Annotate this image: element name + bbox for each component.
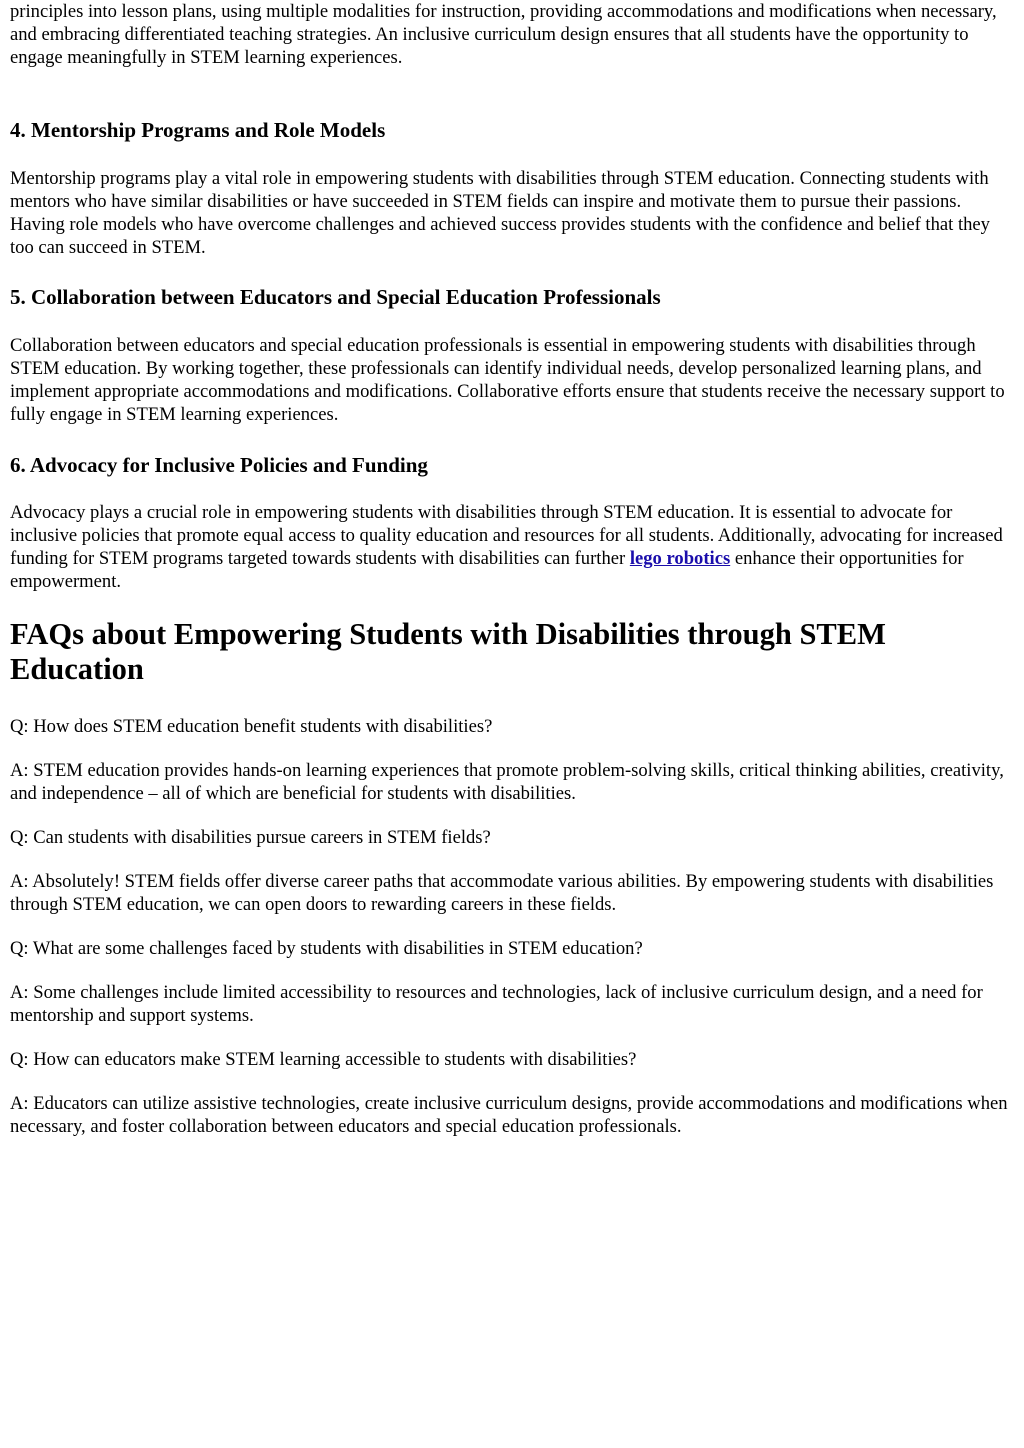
section-body-advocacy (10, 501, 1014, 593)
section-body-collaboration: Collaboration between educators and special education professionals is essential in empowering students with disabilities through STEM education. By working together, these professionals can identify individual needs, develop personalized learning plans, and implement appropriate accommodations and modifications. Collaborative efforts ensure that students receive the necessary support to fully engage in STEM learning experiences. (10, 335, 1005, 425)
advocacy-text-after-link: enhance their opportunities for empowerment. (10, 548, 964, 592)
section-heading-collaboration: 5. Collaboration between Educators and Special Education Professionals (10, 285, 661, 309)
faq-answer: A: STEM education provides hands-on learning experiences that promote problem-solving skills, critical thinking abilities, creativity, and independence – all of which are beneficial for students with disabilities. (10, 760, 1004, 804)
faq-answer: A: Educators can utilize assistive technologies, create inclusive curriculum designs, provide accommodations and modifications when necessary, and foster collaboration between educators and special education professionals. (10, 1093, 1008, 1137)
advocacy-text-before-link: Advocacy plays a crucial role in empowering students with disabilities through STEM education. It is essential to advocate for inclusive policies that promote equal access to quality education and resources for all students. Additionally, advocating for increased funding for STEM programs targeted towards students with disabilities can further (10, 502, 1003, 569)
faq-answer: A: Some challenges include limited accessibility to resources and technologies, lack of inclusive curriculum design, and a need for mentorship and support systems. (10, 982, 983, 1026)
section-heading-mentorship: 4. Mentorship Programs and Role Models (10, 118, 386, 142)
faq-answer: A: Absolutely! STEM fields offer diverse career paths that accommodate various abilities. By empowering students with disabilities through STEM education, we can open doors to rewarding careers in these fields. (10, 871, 994, 915)
faq-title: FAQs about Empowering Students with Disabilities through STEM Education (10, 617, 886, 686)
faq-question: Q: How does STEM education benefit students with disabilities? (10, 716, 493, 737)
faq-question: Q: Can students with disabilities pursue careers in STEM fields? (10, 827, 491, 848)
faq-question: Q: How can educators make STEM learning accessible to students with disabilities? (10, 1049, 637, 1070)
lego-robotics-link[interactable]: lego robotics (629, 548, 731, 569)
section-heading-advocacy: 6. Advocacy for Inclusive Policies and Funding (10, 453, 428, 477)
faq-question: Q: What are some challenges faced by students with disabilities in STEM education? (10, 938, 643, 959)
section-body-mentorship: Mentorship programs play a vital role in empowering students with disabilities through STEM education. Connecting students with mentors who have similar disabilities or have succeeded in STEM fields can inspire and motivate them to pursue their passions. Having role models who have overcome challenges and achieved success provides students with the confidence and belief that they too can succeed in STEM. (10, 168, 990, 258)
intro-paragraph: principles into lesson plans, using multiple modalities for instruction, providing accommodations and modifications when necessary, and embracing differentiated teaching strategies. An inclusive curriculum design ensures that all students have the opportunity to engage meaningfully in STEM learning experiences. (10, 1, 997, 68)
